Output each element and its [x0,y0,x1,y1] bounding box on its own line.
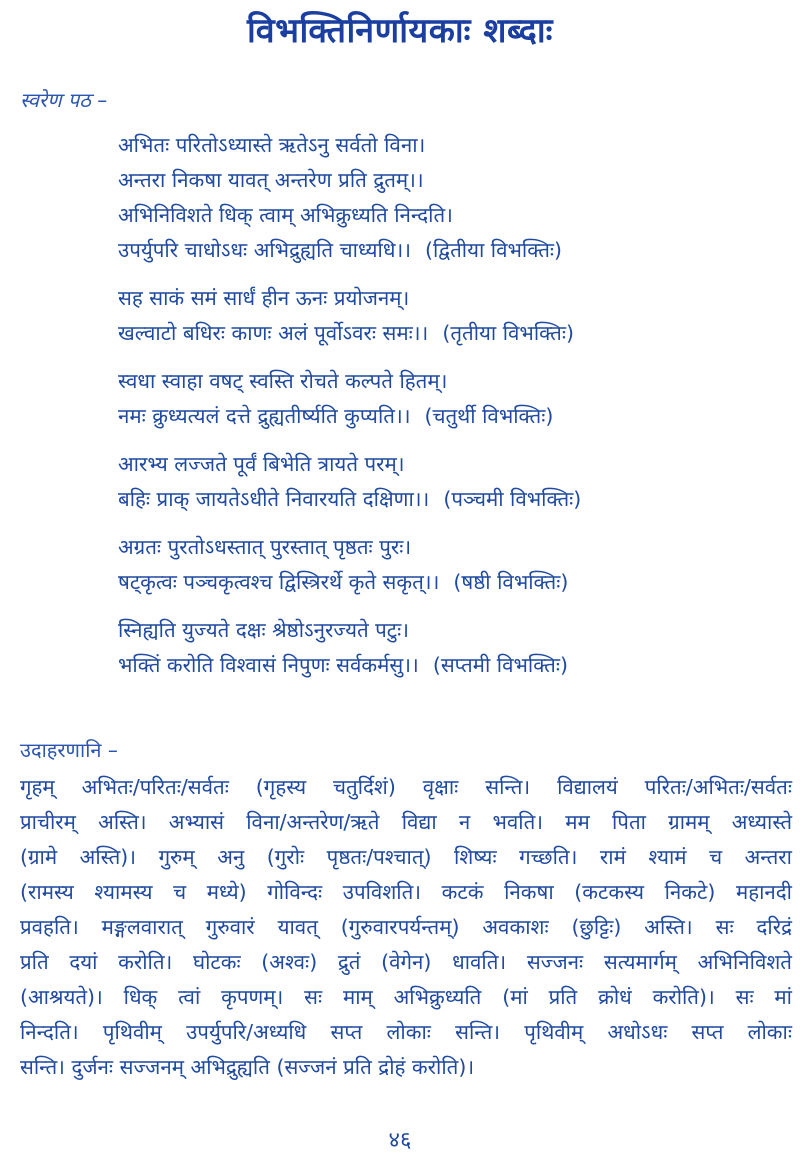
verse-line: सह साकं समं सार्धं हीन ऊनः प्रयोजनम्। [118,286,410,310]
verse-line-text: बहिः प्राक् जायतेऽधीते निवारयति दक्षिणा।। [118,487,430,511]
verse-line [118,316,788,351]
verse-line: आरभ्य लज्जते पूर्वं बिभेति त्रायते परम्। [118,452,405,476]
verse-line: अग्रतः पुरतोऽधस्तात् पुरस्तात् पृष्ठतः पुरः। [118,535,412,559]
page-title: विभक्तिनिर्णायकाः शब्दाः [246,11,554,51]
verse-line [118,482,788,517]
stanza-chaturthi [118,364,788,434]
verse-line: स्वधा स्वाहा वषट् स्वस्ति रोचते कल्पते हितम्। [118,369,448,393]
stanza-saptami [118,613,788,683]
verse-line-text: खल्वाटो बधिरः काणः अलं पूर्वोऽवरः समः।। [118,321,429,345]
case-tag: (तृतीया विभक्तिः) [442,321,574,345]
verse-line [118,233,788,268]
verse-line: स्निह्यति युज्यते दक्षः श्रेष्ठोऽनुरज्यते पटुः। [118,618,410,642]
verse-line: अभितः परितोऽध्यास्ते ऋतेऽनु सर्वतो विना। [118,133,426,157]
example-line: प्रवहति। मङ्गलवारात् गुरुवारं यावत् (गुरुवारपर्यन्तम्) अवकाशः (छुट्टिः) अस्ति। सः दरिद्रं [20,915,792,939]
example-line: निन्दति। पृथिवीम् उपर्युपरि/अध्यधि सप्त लोकाः सन्ति। पृथिवीम् अधोऽधः सप्त लोकाः [20,1020,792,1044]
verse-line-text: उपर्युपरि चाधोऽधः अभिद्रुह्यति चाध्यधि।। [118,238,411,262]
case-tag: (चतुर्थी विभक्तिः) [424,404,554,428]
examples-paragraph [20,770,792,1085]
verse-line-text: भक्तिं करोति विश्वासं निपुणः सर्वकर्मसु।। [118,653,419,677]
verse-line: अभिनिविशते धिक् त्वाम् अभिक्रुध्यति निन्दति। [118,203,453,227]
examples-label: उदाहरणानि – [20,738,118,762]
verse-line [118,399,788,434]
verse-line: अन्तरा निकषा यावत् अन्तरेण प्रति द्रुतम्।। [118,168,424,192]
verse-line-text: षट्कृत्वः पञ्चकृत्वश्च द्विस्त्रिरर्थे कृते सकृत्।। [118,570,440,594]
example-line: (ग्रामे अस्ति)। गुरुम् अनु (गुरोः पृष्ठतः/पश्चात्) शिष्यः गच्छति। रामं श्यामं च अन्तरा [20,845,792,869]
verse-line-text: नमः क्रुध्यत्यलं दत्ते द्रुह्यतीर्ष्यति कुप्यति।। [118,404,411,428]
example-line: (रामस्य श्यामस्य च मध्ये) गोविन्दः उपविशति। कटकं निकषा (कटकस्य निकटे) महानदी [20,880,792,904]
stanza-shashthi [118,530,788,600]
example-line: प्रति दयां करोति। घोटकः (अश्वः) द्रुतं (वेगेन) धावति। सज्जनः सत्यमार्गम् अभिनिविशते [20,950,792,974]
page-number: ४६ [388,1128,412,1153]
verse-line [118,648,788,683]
example-line: सन्ति। दुर्जनः सज्जनम् अभिद्रुह्यति (सज्जनं प्रति द्रोहं करोति)। [20,1055,475,1079]
example-line: गृहम् अभितः/परितः/सर्वतः (गृहस्य चतुर्दिशं) वृक्षाः सन्ति। विद्यालयं परितः/अभितः/सर्वतः [20,775,792,799]
case-tag: (द्वितीया विभक्तिः) [425,238,563,262]
stanza-panchami [118,447,788,517]
verse-block [118,128,788,696]
stanza-dvitiya [118,128,788,268]
case-tag: (सप्तमी विभक्तिः) [432,653,569,677]
case-tag: (पञ्चमी विभक्तिः) [443,487,582,511]
verse-line [118,565,788,600]
recite-label: स्वरेण पठ – [20,88,108,112]
example-line: (आश्रयते)। धिक् त्वां कृपणम्। सः माम् अभिक्रुध्यति (मां प्रति क्रोधं करोति)। सः मां [20,985,792,1009]
stanza-tritiya [118,281,788,351]
case-tag: (षष्ठी विभक्तिः) [453,570,569,594]
example-line: प्राचीरम् अस्ति। अभ्यासं विना/अन्तरेण/ऋते विद्या न भवति। मम पिता ग्रामम् अध्यास्ते [20,810,792,834]
